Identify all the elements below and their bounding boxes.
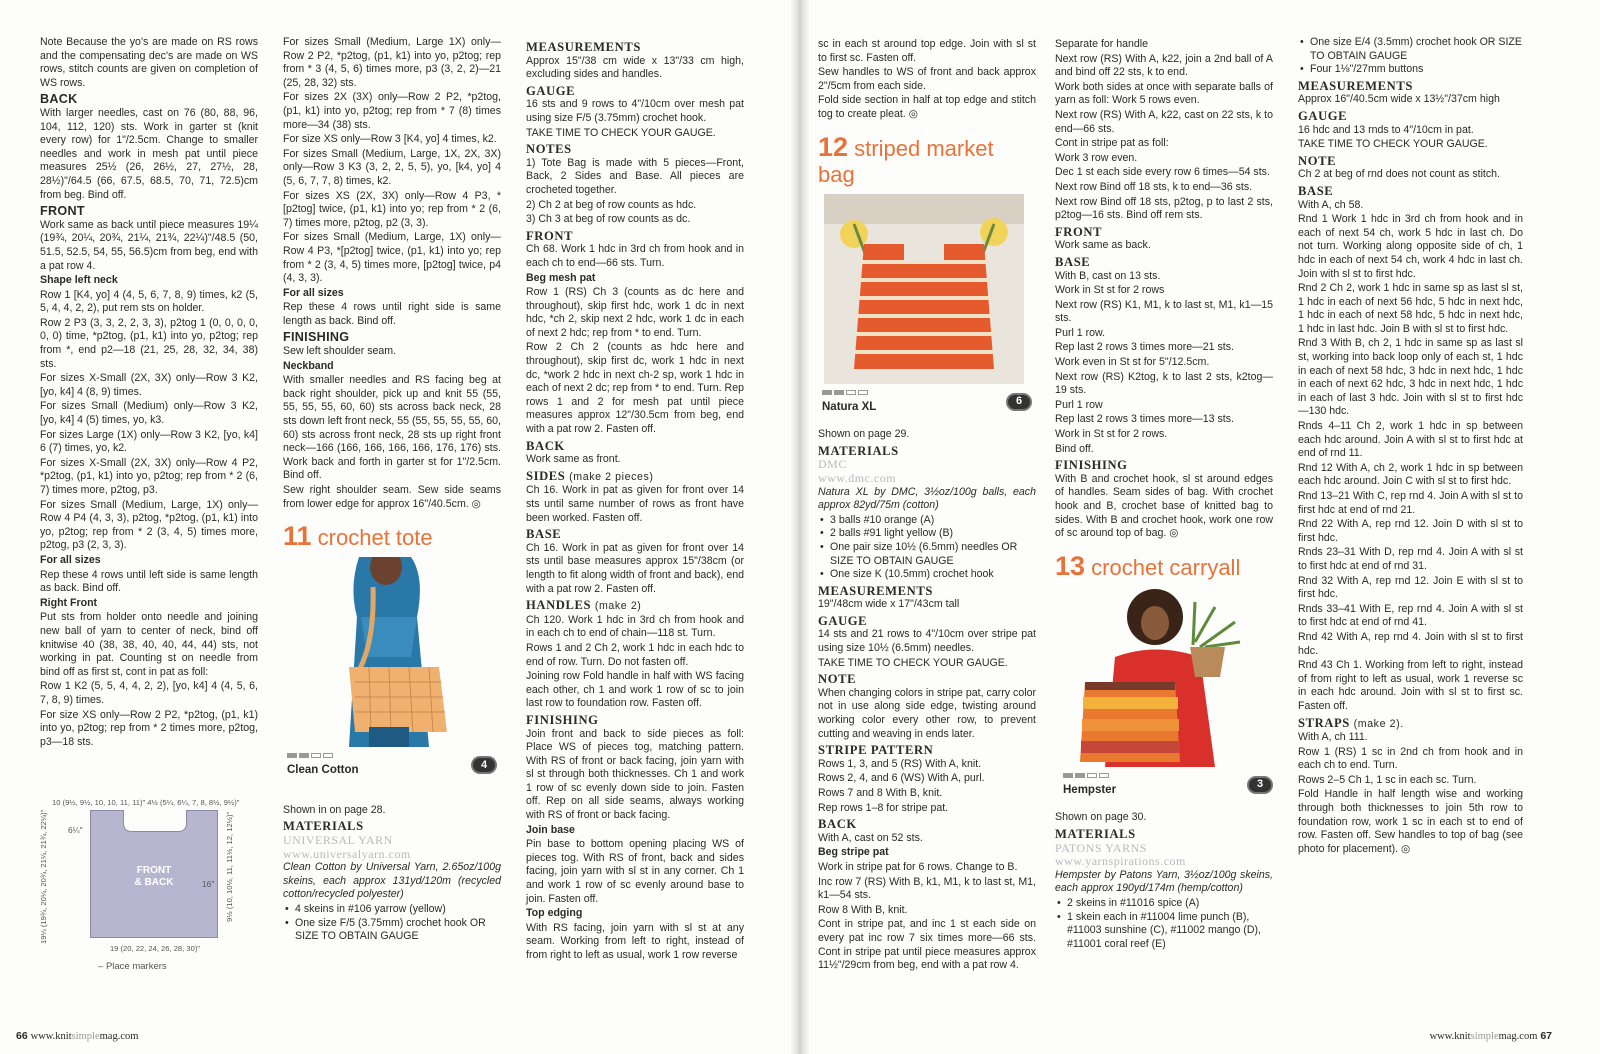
instruction: 19"/48cm wide x 17"/43cm tall <box>818 598 960 611</box>
instruction: Work same as back. <box>1055 239 1151 252</box>
shown-on-page: Shown on page 29. <box>818 428 910 441</box>
page-number: 66 <box>16 1030 28 1043</box>
instruction: Work same as front. <box>526 453 621 466</box>
instruction: Rnds 33–41 With E, rep rnd 4. Join A with sl st to first hdc at end of rnd 41. <box>1298 602 1523 629</box>
column-3 <box>526 38 744 964</box>
instruction: Rep last 2 rows 3 times more—13 sts. <box>1055 413 1234 426</box>
pattern-title: 13 crochet carryall <box>1055 550 1241 581</box>
instruction: Rows 7 and 8 With B, knit. <box>818 787 943 799</box>
subheading: For all sizes <box>283 286 344 299</box>
materials-text: Hempster by Patons Yarn, 3½oz/100g skeins, each approx 190yd/174m (hemp/cotton) <box>1055 868 1273 895</box>
schematic-label: FRONT <box>136 865 172 876</box>
shown-on-page: Shown in on page 28. <box>283 803 386 816</box>
instruction: With A, cast on 52 sts. <box>818 831 923 844</box>
pattern-title: 11 crochet tote <box>283 521 433 552</box>
front-heading: FRONT <box>40 204 85 219</box>
instruction: Ch 16. Work in pat as given for front over 14 sts until base measures approx 15"/38cm (or length to fit along width of front and back), end with a pat row 2. Fasten off. <box>526 541 744 595</box>
instruction: TAKE TIME TO CHECK YOUR GAUGE. <box>818 656 1008 669</box>
instruction: Next row Bind off 18 sts, p2tog, p to last 2 sts, p2tog—16 sts. Bind off rem sts. <box>1055 195 1273 222</box>
instruction: For sizes X-Small (2X, 3X) only—Row 3 K2, [yo, k4] 4 (8, 9) times. <box>40 372 258 398</box>
note-text: Note Because the yo's are made on RS rows and the compensating dec's are made on WS rows, stitch counts are given on completion of WS rows. <box>40 36 258 89</box>
instruction: 3) Ch 3 at beg of row counts as dc. <box>526 213 691 226</box>
back-heading: BACK <box>526 438 565 453</box>
column-2 <box>283 36 501 944</box>
list-item: • One size E/4 (3.5mm) crochet hook OR SIZE TO OBTAIN GAUGE <box>1298 36 1523 63</box>
list-item: • 2 balls #91 light yellow (B) <box>818 527 1036 541</box>
brand-name: UNIVERSAL YARN <box>283 832 393 847</box>
schematic-measure: 16" <box>202 879 215 889</box>
instruction: For sizes Small (Medium) only—Row 3 K2, [yo, k4] 4 (5) times, yo, k3. <box>40 400 258 427</box>
shown-on-page: Shown on page 30. <box>1055 811 1147 824</box>
instruction: Rnd 42 With A, rep rnd 4. Join with sl st to first hdc. <box>1298 630 1523 657</box>
instruction: For sizes Small (Medium, Large, 1X) only—Row 4 P3, *[p2tog] twice, (p1, k1) into yo; rep from * 2 (3, 4, 5) times more, [p2tog] twice, p4 (4, 3, 3). <box>283 231 501 285</box>
instruction: Dec 1 st each side every row 6 times—54 sts. <box>1055 166 1270 179</box>
instruction: Rnd 32 With A, rep rnd 12. Join E with sl st to first hdc. <box>1298 574 1523 601</box>
instruction: Work in stripe pat for 6 rows. Change to B. <box>818 860 1018 873</box>
note-heading: NOTE <box>1298 153 1337 168</box>
base-heading: BASE <box>1055 254 1091 269</box>
instruction: For sizes XS (2X, 3X) only—Row 4 P3, *[p2tog] twice, (p1, k1) into yo; rep from * 2 (6, 7) times more, p2tog, p2 (3, 3). <box>283 189 501 229</box>
gauge-heading: GAUGE <box>818 613 868 628</box>
column-1 <box>40 36 258 750</box>
schematic-label: & BACK <box>134 877 174 888</box>
instruction: For sizes Small (Medium, Large, 1X, 2X, 3X) only—Row 3 K3 (3, 2, 2, 5, 5), yo, [k4, yo] 4 (5, 6, 7, 7, 8) times, k2. <box>283 147 501 187</box>
yarn-weight-icon: 4 <box>471 756 497 774</box>
instruction: Cont in stripe pat as foll: <box>1055 137 1169 150</box>
brand-url: www.dmc.com <box>818 470 897 485</box>
neckband-heading: Neckband <box>283 359 334 372</box>
instruction: Joining row Fold handle in half with WS facing each other, ch 1 and work 1 row of sc to join last row to foundation row. Fasten off. <box>526 670 744 710</box>
instruction: For size XS only—Row 3 [K4, yo] 4 times, k2. <box>283 133 497 146</box>
right-page-footer <box>1430 1030 1552 1044</box>
instruction: Row 1 [K4, yo] 4 (4, 5, 6, 7, 8, 9) times, k2 (5, 5, 4, 4, 2, 2), put rem sts on holder. <box>40 288 258 315</box>
brand-name: PATONS YARNS <box>1055 840 1147 855</box>
instruction: Next row (RS) With A, k22, cast on 22 sts, k to end—66 sts. <box>1055 108 1273 135</box>
website-link[interactable]: www.knitsimplemag.com <box>1429 1031 1538 1043</box>
instruction: Rows 2–5 Ch 1, 1 sc in each sc. Turn. <box>1298 773 1477 786</box>
materials-heading: MATERIALS <box>818 443 899 458</box>
instruction: With RS facing, join yarn with sl st at any seam. Working from left to right, instead of from right to left as usual, work 1 row reverse <box>526 921 744 961</box>
instruction: Row 1 K2 (5, 5, 4, 4, 2, 2), [yo, k4] 4 (4, 5, 6, 7, 8, 9) times. <box>40 680 258 706</box>
instruction: Sew right shoulder seam. Sew side seams from lower edge for approx 16"/40.5cm. ◎ <box>283 484 501 510</box>
schematic-shape <box>90 810 218 938</box>
straps-heading: STRAPS (make 2). <box>1298 715 1404 730</box>
stripe-pattern-heading: STRIPE PATTERN <box>818 743 934 758</box>
place-markers-note: – Place markers <box>98 961 167 972</box>
subheading: Separate for handle <box>1055 38 1149 50</box>
column-6 <box>1298 36 1523 857</box>
pattern-title: 12 striped market bag <box>818 131 994 187</box>
instruction: Pin base to bottom opening placing WS of pieces tog. With RS of front, back and sides facing, join yarn with sl st in any corner. Ch 1 and work 1 row of sc evenly around base to join. Fasten off. <box>526 838 744 905</box>
instruction: Bind off. <box>1055 442 1094 455</box>
schematic-top-measure: 10 (9½, 9½, 10, 10, 11, 11)" 4½ (5¼, 6¼, 7, 8, 8½, 9½)" <box>52 798 240 807</box>
yarn-weight-icon: 3 <box>1247 776 1273 794</box>
instruction: Rnd 1 Work 1 hdc in 3rd ch from hook and in each of next 54 ch, work 5 hdc in last ch. Do not turn. Working along opposite side of ch, 1 hdc in each of next 54 ch, work 4 hdc in last ch. Join with sl st to first hdc. <box>1298 213 1523 280</box>
instruction: Rows 1, 3, and 5 (RS) With A, knit. <box>818 757 982 770</box>
striped-bag-photo <box>824 194 1024 384</box>
yarn-name: Natura XL <box>822 400 877 413</box>
base-heading: BASE <box>1298 183 1334 198</box>
instruction: Sew handles to WS of front and back approx 2"/5cm from each side. <box>818 66 1036 92</box>
instruction: sc in each st around top edge. Join with sl st to first sc. Fasten off. <box>818 38 1036 64</box>
instruction: Rnds 4–11 Ch 2, work 1 hdc in sp between each hdc around. Join A with sl st to first hdc at end of rnd 11. <box>1298 420 1523 460</box>
gauge-heading: GAUGE <box>526 83 576 98</box>
measurements-heading: MEASUREMENTS <box>526 40 641 54</box>
yarn-info-bar <box>1063 773 1273 798</box>
skill-level-icon <box>1063 773 1116 778</box>
instruction: Rep rows 1–8 for stripe pat. <box>818 801 949 814</box>
page-gutter <box>790 0 810 1054</box>
brand-url: www.universalyarn.com <box>283 846 411 861</box>
instruction: Work 3 row even. <box>1055 151 1138 164</box>
instruction: Row 1 (RS) 1 sc in 2nd ch from hook and in each ch to end. Turn. <box>1298 745 1523 772</box>
materials-text: Clean Cotton by Universal Yarn, 2.65oz/100g skeins, each approx 131yd/120m (recycled cotton/recycled polyester) <box>283 861 501 901</box>
instruction: Ch 2 at beg of rnd does not count as stitch. <box>1298 168 1500 181</box>
back-text: With larger needles, cast on 76 (80, 88, 96, 104, 112, 120) sts. Work in garter st (knit every row) for 1"/2.5cm. Change to smaller needles and work in mesh pat until piece measures 25½ (26, 26½, 27, 27½, 28, 28½)"/64.5 (66, 67.5, 68.5, 70, 71, 72.5)cm from beg. Bind off. <box>40 106 258 201</box>
instruction: 14 sts and 21 rows to 4"/10cm over stripe pat using size 10½ (6.5mm) needles. <box>818 628 1036 655</box>
list-item: • 4 skeins in #106 yarrow (yellow) <box>283 903 501 917</box>
list-item: • 1 skein each in #11004 lime punch (B), #11003 sunshine (C), #11002 mango (D), #11001 coral reef (E) <box>1055 911 1273 952</box>
yarn-info-bar <box>287 753 497 778</box>
subheading: Beg stripe pat <box>818 846 889 859</box>
list-item: • One pair size 10½ (6.5mm) needles OR SIZE TO OBTAIN GAUGE <box>818 541 1036 568</box>
measurements-heading: MEASUREMENTS <box>818 583 933 598</box>
instruction: For sizes Small (Medium, Large 1X) only—Row 2 P2, *p2tog, (p1, k1) into yo, p2tog; rep from * 3 (4, 5, 6) times more, p3 (3, 2, 2)—21 (25, 28, 32) sts. <box>283 36 501 89</box>
instruction: Row 1 (RS) Ch 3 (counts as dc here and throughout), skip first hdc, work 1 dc in next hdc, *ch 2, skip next 2 hdc, work 1 dc in each of next 2 hdc; rep from * to end. Turn. <box>526 286 744 339</box>
finishing-heading: FINISHING <box>1055 458 1128 473</box>
instruction: Row 2 Ch 2 (counts as hdc here and throughout), skip first dc, work 1 hdc in next dc, *work 2 hdc in next ch-2 sp, work 1 hdc in each of next 2 dc; rep from * to end. Turn. Rep rows 1 and 2 for mesh pat until piece measures approx 12"/30.5cm from beg, end with a pat row 2. Fasten off. <box>526 341 744 436</box>
instruction: Approx 16"/40.5cm wide x 13½"/37cm high <box>1298 93 1500 106</box>
instruction: With A, ch 58. <box>1298 198 1364 211</box>
list-item: • 3 balls #10 orange (A) <box>818 514 1036 528</box>
column-4 <box>818 38 1036 974</box>
instruction: With B and crochet hook, sl st around edges of handles. Seam sides of bag. With crochet hook and B, crochet base of knitted bag to sides. With B and crochet hook, work one row of sc around top of bag. ◎ <box>1055 472 1273 540</box>
instruction: Rnd 43 Ch 1. Working from left to right, instead of from right to left as usual, work 1 reverse sc in each hdc around. Join with sl st to first sc. Fasten off. <box>1298 659 1523 712</box>
materials-heading: MATERIALS <box>283 819 364 834</box>
front-text: Work same as back until piece measures 19¼ (19¾, 20¼, 20¾, 21¼, 21¾, 22¼)"/48.5 (50, 51.5, 52.5, 54, 55, 56.5)cm from beg, end with a pat row 4. <box>40 218 258 272</box>
crochet-carryall-photo <box>1065 587 1265 767</box>
brand-url: www.yarnspirations.com <box>1055 854 1186 869</box>
instruction: Row 8 With B, knit. <box>818 903 908 916</box>
schematic-measure: 19¼ (19¾, 20¼, 20¾, 21¼, 21¾, 22¼)" <box>39 809 49 945</box>
subheading: Top edging <box>526 907 583 920</box>
instruction: Rows 1 and 2 Ch 2, work 1 hdc in each hdc to end of row. Turn. Do not fasten off. <box>526 641 744 668</box>
materials-list <box>1298 36 1523 77</box>
subheading: For all sizes <box>40 553 101 566</box>
shape-left-neck-heading: Shape left neck <box>40 274 118 287</box>
instruction: Purl 1 row <box>1055 398 1103 411</box>
page-number: 67 <box>1540 1030 1552 1043</box>
materials-text: Natura XL by DMC, 3½oz/100g balls, each approx 82yd/75m (cotton) <box>818 485 1036 512</box>
instruction: Rnd 12 With A, ch 2, work 1 hdc in sp between each hdc around. Join C with sl st to first hdc. <box>1298 461 1523 488</box>
instruction: Put sts from holder onto needle and joining new ball of yarn to center of neck, bind off knitwise 40 (38, 38, 40, 40, 44, 44) sts, not working in pat. Counting st on needle from bind off as first st, cont in pat as foll: <box>40 611 258 678</box>
schematic-measure: 9½ (10, 10½, 11, 11½, 12, 12½)" <box>225 811 235 922</box>
instruction: Rnd 2 Ch 2, work 1 hdc in same sp as last sl st, 1 hdc in each of next 56 hdc, 5 hdc in next hdc, 1 hdc in each of next 58 hdc, 5 hdc in next hdc, 1 hdc in last hdc. Join B with sl st to first hdc. <box>1298 282 1523 335</box>
instruction: Next row Bind off 18 sts, k to end—36 sts. <box>1055 180 1253 193</box>
skill-level-icon <box>287 753 359 758</box>
list-item: • 2 skeins in #11016 spice (A) <box>1055 897 1273 911</box>
instruction: Work both sides at once with separate balls of yarn as foll: Work 5 rows even. <box>1055 80 1273 107</box>
instruction: Ch 16. Work in pat as given for front over 14 sts until same number of rows as front have been worked. Fasten off. <box>526 484 744 524</box>
instruction: Ch 120. Work 1 hdc in 3rd ch from hook and in each ch to end of chain—118 st. Turn. <box>526 613 744 640</box>
instruction: For sizes 2X (3X) only—Row 2 P2, *p2tog, (p1, k1) into yo, p2tog; rep from * 7 (8) times more—34 (38) sts. <box>283 91 501 131</box>
instruction: Rep last 2 rows 3 times more—21 sts. <box>1055 341 1234 354</box>
instruction: Next row (RS) With A, k22, join a 2nd ball of A and bind off 22 sts, k to end. <box>1055 52 1273 79</box>
sides-heading: SIDES (make 2 pieces) <box>526 468 654 483</box>
instruction: Work in St st for 2 rows. <box>1055 428 1168 441</box>
base-heading: BASE <box>526 527 562 542</box>
instruction: Inc row 7 (RS) With B, k1, M1, k to last st, M1, k1—54 sts. <box>818 875 1036 902</box>
instruction: 16 sts and 9 rows to 4"/10cm over mesh pat using size F/5 (3.75mm) crochet hook. <box>526 98 744 124</box>
instruction: For size XS only—Row 2 P2, *p2tog, (p1, k1) into yo, p2tog; rep from * 2 times more, p2tog, p3—18 sts. <box>40 708 258 748</box>
instruction: Rnd 13–21 With C, rep rnd 4. Join A with sl st to first hdc at end of rnd 21. <box>1298 490 1523 516</box>
instruction: TAKE TIME TO CHECK YOUR GAUGE. <box>1298 138 1488 151</box>
yarn-info-bar <box>822 390 1032 415</box>
materials-list <box>818 514 1036 582</box>
yarn-name: Clean Cotton <box>287 764 359 777</box>
instruction: For sizes Large (1X) only—Row 3 K2, [yo, k4] 6 (7) times, yo, k2. <box>40 428 258 455</box>
notes-heading: NOTES <box>526 142 572 157</box>
instruction: Purl 1 row. <box>1055 326 1106 339</box>
front-heading: FRONT <box>526 228 574 243</box>
instruction: 1) Tote Bag is made with 5 pieces—Front, Back, 2 Sides and Base. All pieces are crocheted together. <box>526 156 744 196</box>
instruction: Ch 68. Work 1 hdc in 3rd ch from hook and in each ch to end—66 sts. Turn. <box>526 243 744 269</box>
finishing-heading: FINISHING <box>526 712 599 727</box>
yarn-weight-icon: 6 <box>1006 393 1032 411</box>
back-heading: BACK <box>818 817 857 832</box>
instruction: Rows 2, 4, and 6 (WS) With A, purl. <box>818 772 985 785</box>
instruction: Work even in St st for 5"/12.5cm. <box>1055 356 1210 369</box>
list-item: • Four 1⅛"/27mm buttons <box>1298 63 1523 77</box>
instruction: 16 hdc and 13 rnds to 4"/10cm in pat. <box>1298 123 1474 136</box>
schematic-measure: 6¼" <box>68 825 83 835</box>
instruction: Fold side section in half at top edge and stitch tog to create pleat. ◎ <box>818 94 1036 120</box>
note-heading: NOTE <box>818 672 857 687</box>
instruction: 2) Ch 2 at beg of row counts as hdc. <box>526 198 697 211</box>
instruction: Sew left shoulder seam. <box>283 345 397 358</box>
instruction: When changing colors in stripe pat, carry color not in use along side edge, twisting around working color every other row, to prevent cutting and weaving in ends later. <box>818 686 1036 740</box>
instruction: Join front and back to side pieces as foll: Place WS of pieces tog, matching pattern. With RS of front or back facing, join yarn with sl st through both thicknesses. Ch 1 and work 1 row of sc evenly down side to join. Fasten off. Rep on all side seams, always working with RS of front or back facing. <box>526 727 744 822</box>
materials-heading: MATERIALS <box>1055 826 1136 841</box>
gauge-heading: GAUGE <box>1298 108 1348 123</box>
instruction: Next row (RS) K2tog, k to last 2 sts, k2tog—19 sts. <box>1055 370 1273 397</box>
front-heading: FRONT <box>1055 224 1103 239</box>
instruction: For sizes X-Small (2X, 3X) only—Row 4 P2, *p2tog, (p1, k1) into yo, p2tog; rep from * 2 (6, 7) times more, p2tog, p3. <box>40 456 258 496</box>
yarn-name: Hempster <box>1063 783 1117 796</box>
materials-list <box>283 903 501 944</box>
instruction: With smaller needles and RS facing beg at back right shoulder, pick up and knit 55 (55, 55, 55, 55, 60, 60) sts across back neck, 28 sts down left front neck, 55 (55, 55, 55, 55, 60, 60) sts across front neck, 28 sts up right front neck—166 (166, 166, 166, 166, 176, 176) sts. Work back and forth in garter st for 1"/2.5cm. Bind off. <box>283 374 501 482</box>
instruction: Fold Handle in half length wise and working through both thicknesses to join 5th row to foundation row, work 1 sc in each st to end of row. Fasten off. Sew handles to top of bag (see photo for placement). ◎ <box>1298 788 1523 855</box>
instruction: With A, ch 111. <box>1298 731 1368 744</box>
left-page-footer <box>16 1030 138 1044</box>
instruction: Rep these 4 rows until right side is same length as back. Bind off. <box>283 301 501 327</box>
skill-level-icon <box>822 390 876 395</box>
measurements-heading: MEASUREMENTS <box>1298 78 1413 93</box>
instruction: Approx 15"/38 cm wide x 13"/33 cm high, excluding sides and handles. <box>526 54 744 81</box>
column-5 <box>1055 38 1273 951</box>
instruction: Rnds 23–31 With D, rep rnd 4. Join A with sl st to first hdc at end of rnd 31. <box>1298 546 1523 572</box>
instruction: Rep these 4 rows until left side is same length as back. Bind off. <box>40 568 258 595</box>
instruction: TAKE TIME TO CHECK YOUR GAUGE. <box>526 126 716 139</box>
crochet-tote-photo <box>289 557 489 747</box>
materials-list <box>1055 897 1273 951</box>
instruction: For sizes Small (Medium, Large, 1X) only—Row 4 P4 (4, 3, 3), p2tog, *p2tog, (p1, k1) into yo, p2tog; rep from * 2 (3, 4, 5) times more, p2tog, p3 (2, 3, 3). <box>40 498 258 552</box>
instruction: Work in St st for 2 rows <box>1055 284 1165 297</box>
list-item: • One size K (10.5mm) crochet hook <box>818 568 1036 582</box>
instruction: Rnd 3 With B, ch 2, 1 hdc in same sp as last sl st, working into back loop only of each st, 1 hdc in each of next 58 hdc, 3 hdc in next hdc, 1 hdc in each of next 62 hdc, 3 hdc in next hdc, 1 hdc in each of last 3 hdc. Join with sl st to first hdc—130 hdc. <box>1298 337 1523 418</box>
handles-heading: HANDLES (make 2) <box>526 598 642 613</box>
schematic-measure: 19 (20, 22, 24, 26, 28, 30)" <box>109 944 201 953</box>
brand-name: DMC <box>818 457 847 472</box>
finishing-heading: FINISHING <box>283 330 350 345</box>
instruction: Cont in stripe pat, and inc 1 st each side on every pat inc row 7 six times more—66 sts. Cont in stripe pat until piece measures approx 11½"/29cm from beg, end with a pat row 4. <box>818 918 1036 972</box>
list-item: • One size F/5 (3.75mm) crochet hook OR SIZE TO OBTAIN GAUGE <box>283 917 501 944</box>
instruction: Next row (RS) K1, M1, k to last st, M1, k1—15 sts. <box>1055 298 1273 325</box>
instruction: With B, cast on 13 sts. <box>1055 269 1161 282</box>
website-link[interactable]: www.knitsimplemag.com <box>30 1031 139 1043</box>
instruction: Rnd 22 With A, rep rnd 12. Join D with sl st to first hdc. <box>1298 518 1523 544</box>
subheading: Beg mesh pat <box>526 271 596 284</box>
instruction: Row 2 P3 (3, 3, 2, 2, 3, 3), p2tog 1 (0, 0, 0, 0, 0, 0) time, *p2tog, (p1, k1) into yo, p2tog; rep from *, end p2—18 (21, 25, 28, 32, 34, 38) sts. <box>40 316 258 370</box>
right-front-heading: Right Front <box>40 596 98 609</box>
sweater-schematic <box>34 796 252 974</box>
back-heading: BACK <box>40 92 78 107</box>
subheading: Join base <box>526 823 575 836</box>
